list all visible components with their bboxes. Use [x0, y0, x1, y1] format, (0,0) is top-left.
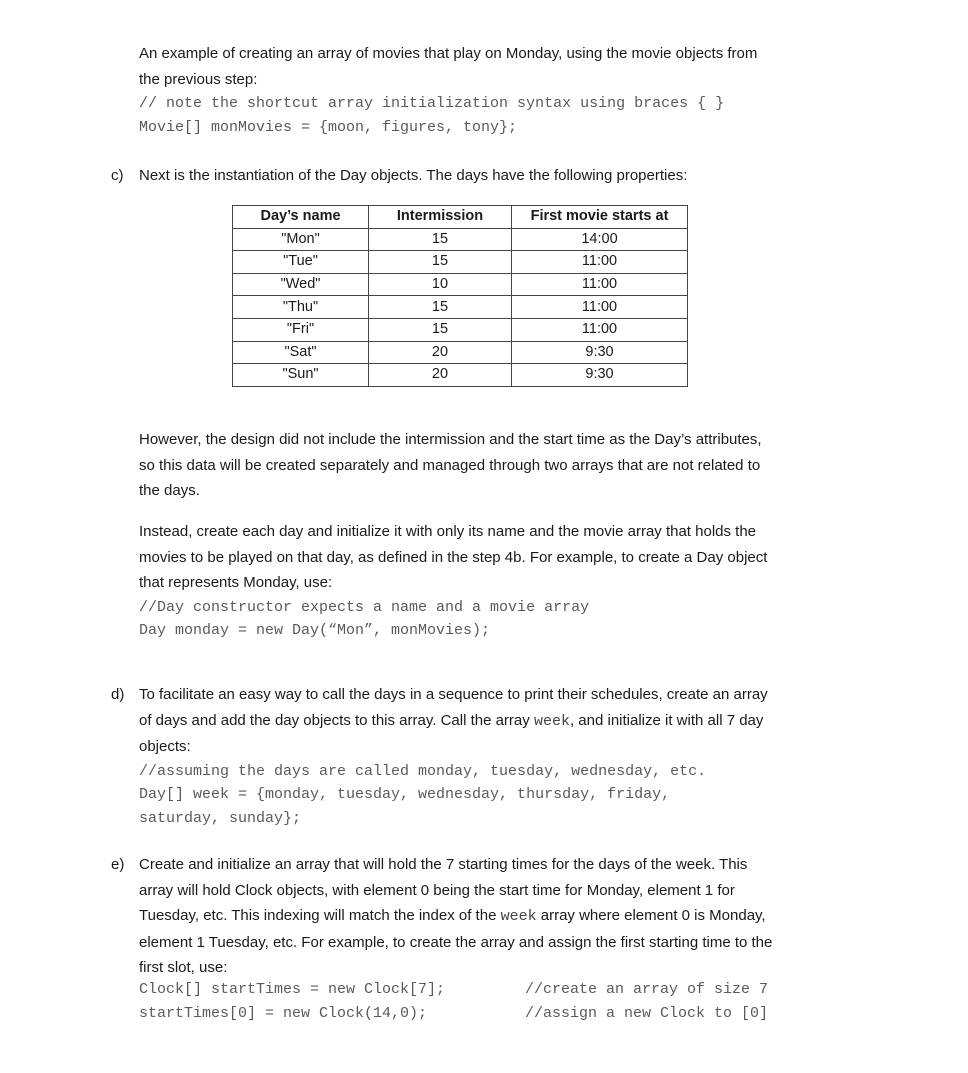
cell-intermission: 15 [369, 318, 512, 341]
step-c-label: c) [111, 167, 124, 184]
header-day-name: Day’s name [233, 206, 369, 229]
cell-start: 11:00 [512, 318, 688, 341]
step-e-line-1: Create and initialize an array that will hold the 7 starting times for the days of the week. This [139, 856, 748, 873]
cell-day: "Sat" [233, 341, 369, 364]
intro-code-comment: // note the shortcut array initialization syntax using braces { } [139, 95, 725, 112]
cell-day: "Sun" [233, 364, 369, 387]
step-e-label: e) [111, 856, 125, 873]
table-row [233, 251, 688, 274]
cell-intermission: 20 [369, 341, 512, 364]
table-row [233, 318, 688, 341]
cell-intermission: 15 [369, 251, 512, 274]
step-d-code-week-cont: saturday, sunday}; [139, 809, 302, 827]
table-header-row [233, 206, 688, 229]
para2-line-1: Instead, create each day and initialize it with only its name and the movie array that holds the [139, 523, 757, 540]
step-d-line-2-pre: of days and add the day objects to this array. Call the array [139, 711, 534, 729]
cell-day: "Tue" [233, 251, 369, 274]
step-e-line-5: first slot, use: [139, 959, 228, 976]
step-d-line-1: To facilitate an easy way to call the days in a sequence to print their schedules, create an array [139, 686, 768, 703]
table-row [233, 341, 688, 364]
step-d-label: d) [111, 686, 125, 703]
cell-start: 9:30 [512, 364, 688, 387]
step-d-line-2-post: , and initialize it with all 7 day [569, 711, 764, 729]
cell-start: 11:00 [512, 273, 688, 296]
cell-start: 9:30 [512, 341, 688, 364]
step-e-line-4: element 1 Tuesday, etc. For example, to create the array and assign the first starting time to the [139, 933, 773, 951]
step-e-code-comment-2: //assign a new Clock to [0] [525, 1005, 769, 1022]
intro-section [139, 41, 849, 139]
step-d-section [139, 682, 849, 830]
step-d-code-comment: //assuming the days are called monday, tuesday, wednesday, etc. [139, 762, 707, 780]
para2-line-2: movies to be played on that day, as defined in the step 4b. For example, to create a Day object [139, 548, 768, 566]
cell-day: "Wed" [233, 273, 369, 296]
para2-code-day: Day monday = new Day(“Mon”, monMovies); [139, 622, 491, 639]
cell-start: 14:00 [512, 228, 688, 251]
step-c-text: Next is the instantiation of the Day objects. The days have the following properties: [139, 167, 688, 184]
intro-line-1: An example of creating an array of movies that play on Monday, using the movie objects from [139, 45, 758, 62]
cell-intermission: 15 [369, 228, 512, 251]
cell-intermission: 15 [369, 296, 512, 319]
cell-start: 11:00 [512, 296, 688, 319]
cell-day: "Mon" [233, 228, 369, 251]
days-table [232, 205, 688, 387]
step-e-code-assign: startTimes[0] = new Clock(14,0); [139, 1005, 428, 1022]
para1-line-3: the days. [139, 482, 200, 499]
header-intermission: Intermission [369, 206, 512, 229]
table-row [233, 228, 688, 251]
para1-line-1: However, the design did not include the intermission and the start time as the Day’s attributes, [139, 431, 762, 448]
para2-code-comment: //Day constructor expects a name and a movie array [139, 598, 590, 616]
table-row [233, 364, 688, 387]
step-d-line-3: objects: [139, 738, 191, 755]
step-e-line-3-pre: Tuesday, etc. This indexing will match the index of the [139, 907, 501, 924]
cell-start: 11:00 [512, 251, 688, 274]
cell-intermission: 20 [369, 364, 512, 387]
step-e-section [139, 852, 849, 981]
cell-day: "Fri" [233, 318, 369, 341]
cell-day: "Thu" [233, 296, 369, 319]
para2-line-3: that represents Monday, use: [139, 574, 333, 591]
header-first-movie: First movie starts at [512, 206, 688, 229]
step-e-code-clock-array: Clock[] startTimes = new Clock[7]; [139, 981, 446, 998]
step-e-code [139, 978, 849, 1028]
step-d-code-week: Day[] week = {monday, tuesday, wednesday, thursday, friday, [139, 786, 671, 803]
step-c-intro [139, 163, 849, 189]
step-d-week-code: week [533, 712, 570, 730]
intro-line-2: the previous step: [139, 70, 258, 88]
step-e-code-comment-1: //create an array of size 7 [525, 981, 769, 998]
para1-line-2: so this data will be created separately and managed through two arrays that are not related to [139, 456, 761, 474]
intro-code-array: Movie[] monMovies = {moon, figures, tony}; [139, 118, 518, 136]
cell-intermission: 10 [369, 273, 512, 296]
step-c-paragraph-1 [139, 427, 849, 504]
table-row [233, 273, 688, 296]
step-d-line-2 [139, 708, 849, 735]
step-e-line-2: array will hold Clock objects, with element 0 being the start time for Monday, element 1 for [139, 881, 735, 899]
step-e-line-3 [139, 903, 849, 930]
step-c-paragraph-2 [139, 519, 849, 643]
step-e-week-code: week [500, 908, 537, 925]
table-row [233, 296, 688, 319]
step-e-line-3-post: array where element 0 is Monday, [536, 907, 766, 924]
